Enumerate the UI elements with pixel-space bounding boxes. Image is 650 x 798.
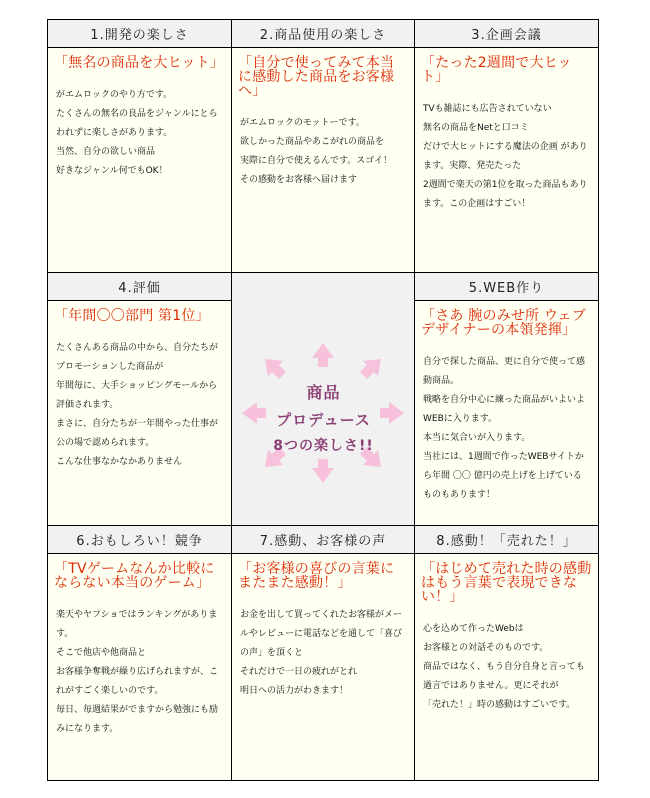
header-4: 4.評価 xyxy=(48,273,232,301)
header-2: 2.商品使用の楽しさ xyxy=(232,20,415,48)
cell-2 xyxy=(232,48,415,273)
header-5: 5.WEB作り xyxy=(415,273,599,301)
cell-text: がエムロックのモットーです。 欲しかった商品やあこがれの商品を 実際に自分で使えるんです。スゴイ！ その感動をお客様へ届けます xyxy=(240,118,393,185)
cell-1 xyxy=(48,48,232,273)
cell-5 xyxy=(415,301,599,526)
cell-7 xyxy=(232,554,415,781)
cell-8 xyxy=(415,554,599,781)
cell-title: 「年間〇〇部門 第1位」 xyxy=(54,308,210,324)
cell-6 xyxy=(48,554,232,781)
center-title-2: プロデュース xyxy=(276,411,371,429)
center-title-1: 商品 xyxy=(306,383,341,402)
cell-title: 「無名の商品を大ヒット」 xyxy=(54,55,224,71)
cell-title: 「はじめて売れた時の感動 はもう言葉で表現できない！」 xyxy=(421,561,592,605)
cell-title: 「たった2週間で大ヒット」 xyxy=(421,55,572,85)
header-row xyxy=(48,20,599,48)
fun-grid xyxy=(47,19,599,781)
header-8: 8.感動！「売れた！」 xyxy=(415,526,599,554)
header-7: 7.感動、お客様の声 xyxy=(232,526,415,554)
cell-text: TVも雑誌にも広告されていない 無名の商品をNetと口コミ だけで大ヒットにする魔法の企画 があります。実際、発売たった 2週間で楽天の第1位を取った商品もあります。この企画はすごい！ xyxy=(423,104,588,209)
cell-text: 心を込めて作ったWebは お客様との対話そのものです。 商品ではなく、もう自分自身と言っても過言ではありません。更にそれが 「売れた！」時の感動はすごいです。 xyxy=(423,624,585,710)
cell-title: 「さあ 腕のみせ所 ウェブデザイナーの本領発揮」 xyxy=(421,308,586,338)
arrow-icon xyxy=(312,343,334,367)
header-3: 3.企画会議 xyxy=(415,20,599,48)
cell-text: お金を出して買ってくれたお客様がメールやレビューに電話などを通して「喜びの声」を頂くと それだけで一日の疲れがとれ 明日への活力がわきます！ xyxy=(240,610,403,696)
cell-title: 「自分で使ってみて本当に感動した商品をお客様へ」 xyxy=(238,55,395,99)
cell-text: たくさんある商品の中から、自分たちがプロモーションした商品が 年間毎に、大手ショッピングモールから評価されます。 まさに、自分たちが一年間やった仕事が公の場で認められます。 こんな仕事なかなかありません xyxy=(56,343,219,467)
body-row xyxy=(48,48,599,273)
cell-3 xyxy=(415,48,599,273)
center-title-3: 8つの楽しさ!! xyxy=(273,438,374,454)
center-graphic xyxy=(232,287,415,511)
arrow-icon xyxy=(265,359,286,379)
cell-4 xyxy=(48,301,232,526)
arrow-icon xyxy=(312,459,334,483)
cell-title: 「お客様の喜びの言葉にまたまた感動！」 xyxy=(238,561,395,591)
center-cell xyxy=(232,273,415,526)
body-row xyxy=(48,554,599,781)
header-row xyxy=(48,273,599,301)
cell-text: がエムロックのやり方です。 たくさんの無名の良品をジャンルにとらわれずに楽しさがあります。 当然、自分の欲しい商品 好きなジャンル何でもOK！ xyxy=(56,90,218,176)
cell-title: 「TVゲームなんか比較にならない本当のゲーム」 xyxy=(54,561,215,591)
header-6: 6.おもしろい！競争 xyxy=(48,526,232,554)
cell-text: 自分で探した商品、更に自分で使って感動商品。 戦略を自分中心に練った商品がいよいよWEBに入ります。 本当に気合いが入ります。 当社には、1週間で作ったWEBサイトから年間 〇〇 億円の売上げを上げているものもあります！ xyxy=(423,357,586,500)
arrow-icon xyxy=(360,359,381,379)
header-1: 1.開発の楽しさ xyxy=(48,20,232,48)
cell-text: 楽天やヤフショではランキングがあります。 そこで他店や他商品と お客様争奪戦が繰り広げられますが、これがすごく楽しいのです。 毎日、毎週結果がでますから勉強にも励みになります。 xyxy=(56,610,219,734)
